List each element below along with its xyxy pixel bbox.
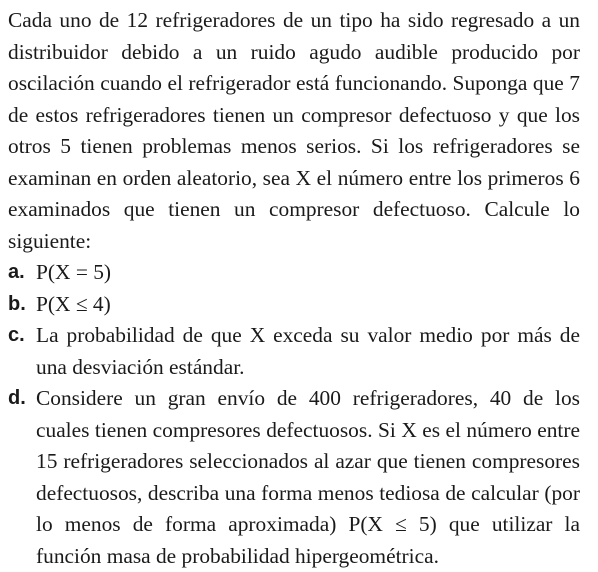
- problem-intro: Cada uno de 12 refrigeradores de un tipo ha sido regresado a un distribuidor debido a un ruido agudo audible producido por oscilación cuando el refrigerador está funcionando. Suponga que 7 de estos refrigeradores tienen un compresor defectuoso y que los otros 5 tienen problemas menos serios. Si los refrigeradores se examinan en orden aleatorio, sea X el número entre los primeros 6 examinados que tienen un compresor defectuoso. Calcule lo siguiente:: [8, 8, 580, 253]
- item-c-text: La probabilidad de que X exceda su valor medio por más de una desviación estándar.: [36, 323, 580, 379]
- item-b-text: P(X ≤ 4): [36, 291, 111, 316]
- item-b: [8, 289, 580, 321]
- item-c: [8, 320, 580, 383]
- item-d: [8, 383, 580, 572]
- item-b-label: b.: [8, 292, 26, 315]
- item-a-label: a.: [8, 261, 25, 283]
- item-a: [8, 257, 580, 289]
- item-d-label: d.: [8, 387, 26, 409]
- item-a-text: P(X = 5): [36, 260, 112, 284]
- item-c-label: c.: [8, 324, 25, 346]
- item-d-text: Considere un gran envío de 400 refrigeradores, 40 de los cuales tienen compresores defectuosos. Si X es el número entre 15 refrigeradores seleccionados al azar que tienen compresores defectuosos, describa una forma menos tediosa de calcular (por lo menos de forma aproximada) P(X ≤ 5) que utilizar la función masa de probabilidad hipergeométrica.: [36, 386, 580, 568]
